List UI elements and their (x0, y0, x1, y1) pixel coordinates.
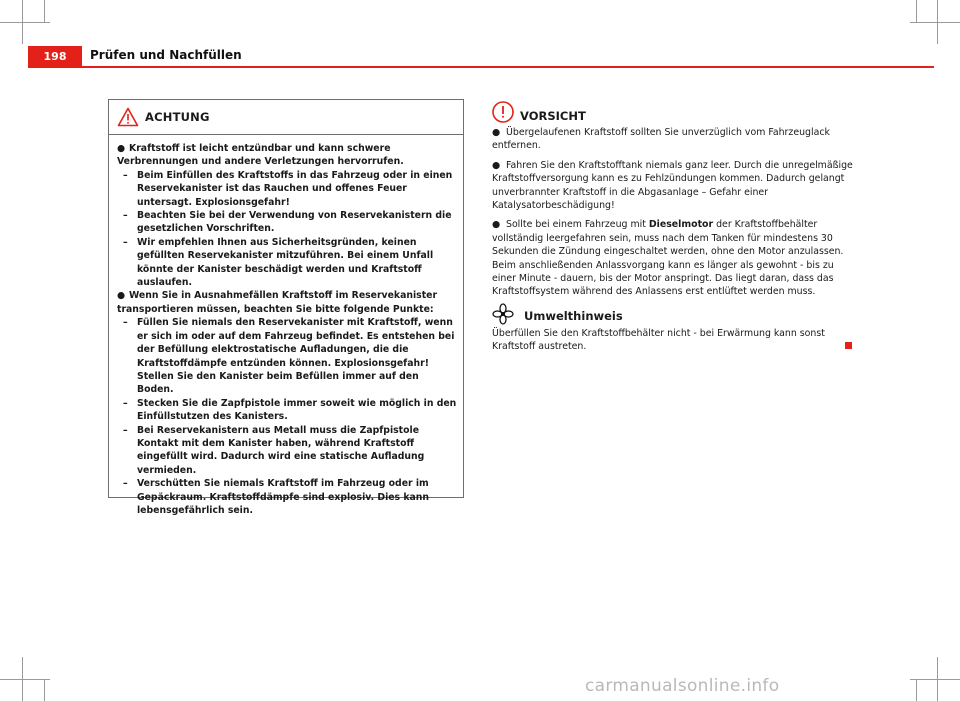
environment-section (492, 301, 854, 354)
end-marker (845, 342, 852, 349)
sub-item: – Stecken Sie die Zapfpistole immer soweit wie möglich in den Einfüllstutzen des Kanisters. (123, 397, 457, 423)
exclamation-circle-icon (492, 101, 514, 123)
page-title: Prüfen und Nachfüllen (90, 48, 242, 62)
crop-mark (22, 657, 23, 701)
environment-header (492, 301, 854, 327)
crop-mark (916, 0, 917, 22)
sub-item: – Füllen Sie niemals den Reservekanister mit Kraftstoff, wenn er sich im oder auf dem Fahrzeug befindet. Es entstehen bei der Befüllung elektrostatische Aufladungen, die die Kraftstoffdämpfe entzünden können. Explosionsgefahr! Stellen Sie den Kanister beim Befüllen immer auf den Boden. (123, 317, 455, 396)
header-rule (82, 66, 934, 68)
crop-mark (937, 0, 938, 44)
crop-mark (916, 679, 917, 701)
crop-mark (0, 679, 50, 680)
crop-mark (910, 22, 960, 23)
page-number: 198 (28, 46, 82, 67)
crop-mark (937, 657, 938, 701)
crop-mark (0, 22, 50, 23)
sub-item: – Beachten Sie bei der Verwendung von Reservekanistern die gesetzlichen Vorschriften. (123, 210, 452, 235)
list-item: ● Wenn Sie in Ausnahmefällen Kraftstoff im Reservekanister transportieren müssen, beachten Sie bitte folgende Punkte: (117, 290, 438, 315)
bullet-icon: ● (492, 219, 501, 231)
warning-title: ACHTUNG (145, 110, 210, 124)
bullet-icon: ● (117, 143, 126, 154)
emphasis: Dieselmotor (648, 219, 714, 231)
environment-text: Überfüllen Sie den Kraftstoffbehälter nicht - bei Erwärmung kann sonst Kraftstoff austreten. (492, 328, 825, 353)
list-item: ● Kraftstoff ist leicht entzündbar und kann schwere Verbrennungen und andere Verletzungen hervorrufen. (117, 143, 404, 168)
warning-triangle-icon (117, 107, 139, 127)
sub-item: – Beim Einfüllen des Kraftstoffs in das Fahrzeug oder in einen Reservekanister ist das Rauchen und offenes Feuer untersagt. Explosionsgefahr! (123, 169, 453, 208)
sub-item: – Bei Reservekanistern aus Metall muss die Zapfpistole Kontakt mit dem Kanister haben, während Kraftstoff eingefüllt wird. Dadurch wird eine statische Aufladung vermieden. (123, 424, 425, 476)
warning-body (109, 135, 463, 517)
bullet-icon: ● (492, 159, 501, 171)
sub-item: – Wir empfehlen Ihnen aus Sicherheitsgründen, keinen gefüllten Reservekanister mitzuführen. Bei einem Unfall könnte der Kanister beschädigt werden und Kraftstoff auslaufen. (123, 236, 434, 289)
crop-mark (22, 0, 23, 44)
list-item: ● Sollte bei einem Fahrzeug mit Dieselmotor der Kraftstoffbehälter vollständig leergefahren sein, muss nach dem Tanken für mindestens 30 Sekunden die Zündung eingeschaltet werden, ohne den Motor anzulassen. Beim anschließenden Anlassvorgang kann es länger als gewohnt - bis zu einer Minute - dauern, bis der Motor anspringt. Das liegt daran, dass das Kraftstoffsystem während des Anlassens erst entlüftet werden muss. (492, 219, 844, 298)
crop-mark (44, 679, 45, 701)
list-item: ● Fahren Sie den Kraftstofftank niemals ganz leer. Durch die unregelmäßige Kraftstoffversorgung kann es zu Fehlzündungen kommen. Dadurch gelangt unverbrannter Kraftstoff in die Abgasanlage – Gefahr einer Katalysatorbeschädigung! (492, 159, 853, 212)
warning-box (108, 99, 464, 516)
flower-icon (492, 303, 514, 325)
bullet-icon: ● (492, 127, 501, 138)
crop-mark (910, 679, 960, 680)
sub-item: – Verschütten Sie niemals Kraftstoff im Fahrzeug oder im Gepäckraum. Kraftstoffdämpfe sind explosiv. Dies kann lebensgefährlich sein. (123, 478, 430, 516)
header-rule (28, 66, 82, 68)
caution-body (492, 126, 854, 299)
caution-header (492, 99, 854, 125)
bullet-icon: ● (117, 290, 126, 302)
caution-section (492, 99, 854, 305)
caution-title: VORSICHT (520, 109, 586, 124)
warning-header (109, 100, 463, 135)
environment-title: Umwelthinweis (524, 309, 623, 324)
watermark: carmanualsonline.info (585, 676, 780, 696)
crop-mark (44, 0, 45, 22)
list-item: ● Übergelaufenen Kraftstoff sollten Sie unverzüglich vom Fahrzeuglack entfernen. (492, 127, 830, 152)
